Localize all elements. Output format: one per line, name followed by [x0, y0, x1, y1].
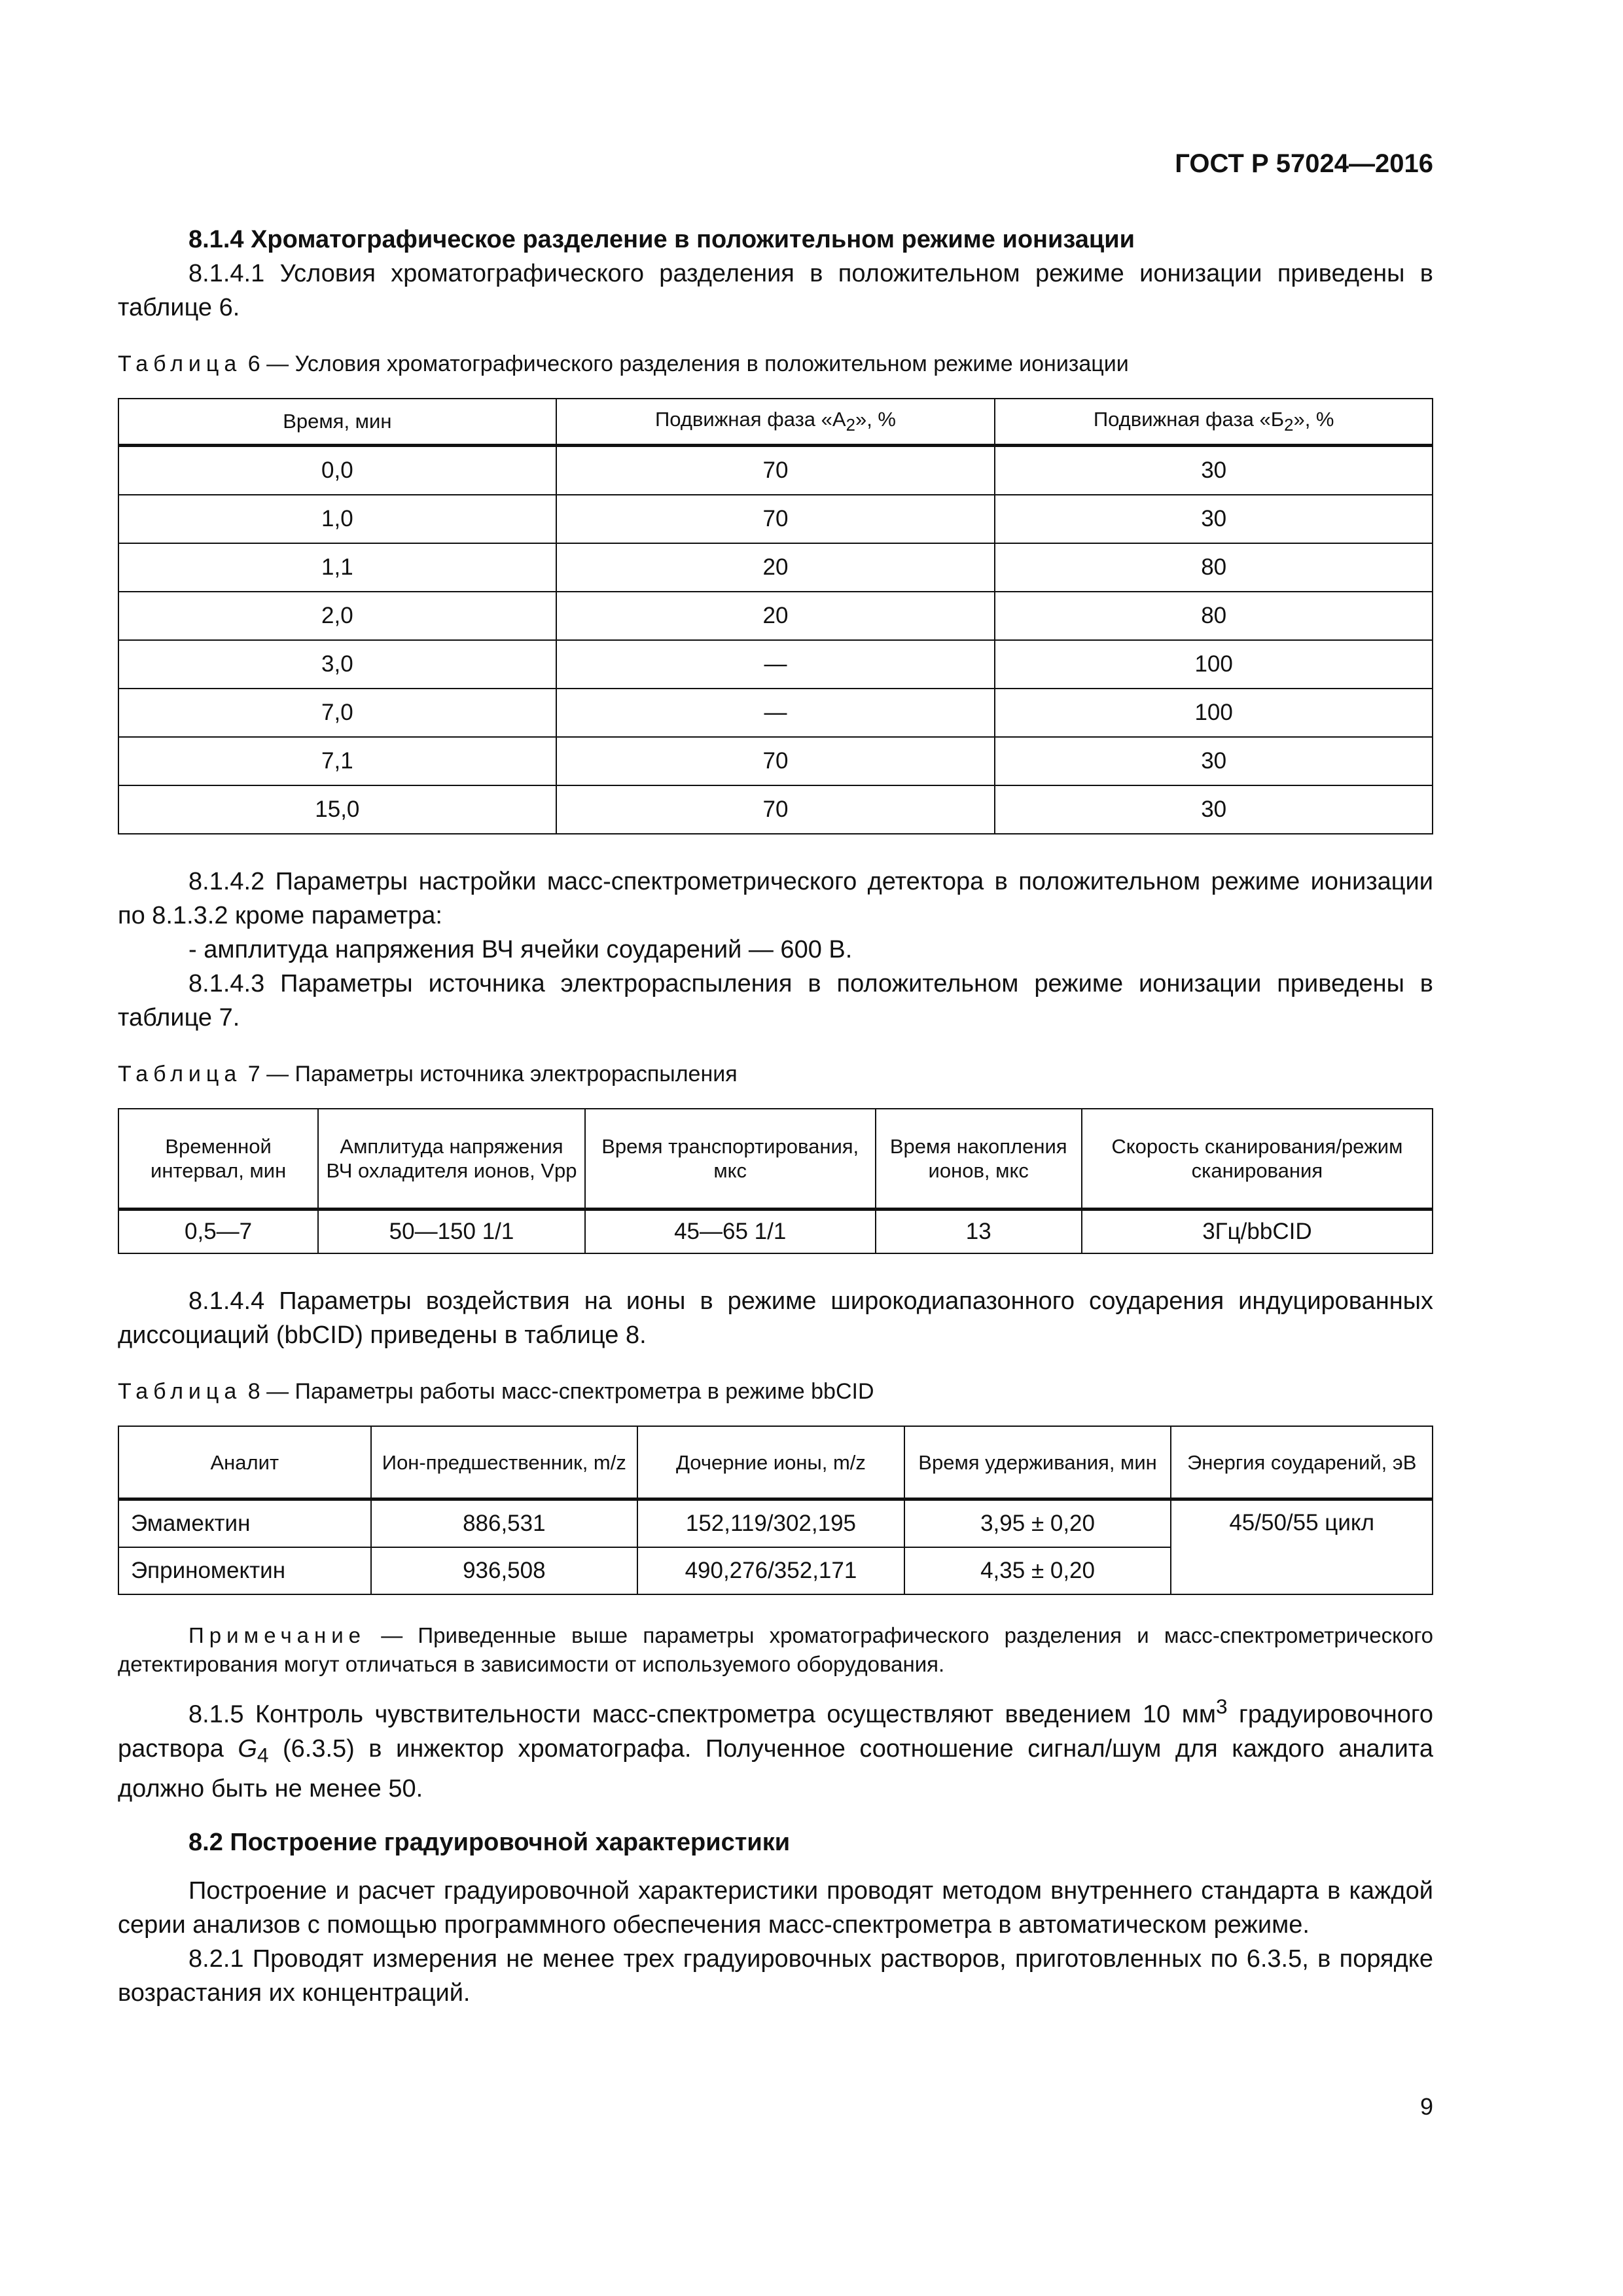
cell: 50—150 1/1: [318, 1210, 585, 1254]
cell: 100: [995, 689, 1433, 737]
cell: 13: [876, 1210, 1082, 1254]
paragraph-8-1-4-3: 8.1.4.3 Параметры источника электрораспыления в положительном режиме ионизации приведены в таблице 7.: [118, 970, 1433, 1031]
cell: 80: [995, 543, 1433, 592]
table-row: [118, 640, 1433, 689]
table-header-row: [118, 1426, 1433, 1499]
cell: 0,5—7: [118, 1210, 318, 1254]
table-header-row: [118, 399, 1433, 446]
cell: 3Гц/bbCID: [1082, 1210, 1433, 1254]
cell: 30: [995, 446, 1433, 495]
table-row: [118, 737, 1433, 785]
paragraph-8-1-4-1: 8.1.4.1 Условия хроматографического разделения в положительном режиме ионизации приведены в таблице 6.: [118, 260, 1433, 321]
cell: 30: [995, 737, 1433, 785]
cell: 1,1: [118, 543, 556, 592]
table-row: [118, 446, 1433, 495]
cell: 7,1: [118, 737, 556, 785]
col-header: Ион-предшественник, m/z: [371, 1426, 638, 1499]
page-body: [118, 0, 1433, 2010]
col-header-time: Время, мин: [118, 399, 556, 446]
paragraph-8-1-4-4: 8.1.4.4 Параметры воздействия на ионы в режиме широкодиапазонного соударения индуцированных диссоциаций (bbCID) приведены в таблице 8.: [118, 1287, 1433, 1349]
table-note: [118, 1621, 1433, 1679]
cell: 30: [995, 495, 1433, 543]
table-label: Таблица: [118, 1062, 242, 1086]
cell: 152,119/302,195: [637, 1499, 904, 1548]
paragraph-8-2-1: 8.2.1 Проводят измерения не менее трех градуировочных растворов, приготовленных по 6.3.5, в порядке возрастания их концентраций.: [118, 1945, 1433, 2007]
cell: 886,531: [371, 1499, 638, 1548]
cell: 15,0: [118, 785, 556, 834]
cell: 20: [556, 592, 995, 640]
cell-energy: 45/50/55 цикл: [1171, 1499, 1433, 1595]
cell: 70: [556, 446, 995, 495]
col-header: Амплитуда напряжения ВЧ охладителя ионов, Vpp: [318, 1109, 585, 1210]
table-row: [118, 785, 1433, 834]
cell: 70: [556, 737, 995, 785]
col-header: Энергия соударений, эВ: [1171, 1426, 1433, 1499]
col-header: Время удерживания, мин: [904, 1426, 1171, 1499]
heading-8-2: 8.2 Построение градуировочной характеристики: [188, 1829, 791, 1857]
cell: 30: [995, 785, 1433, 834]
col-header: Время накопления ионов, мкс: [876, 1109, 1082, 1210]
col-header-phase-a: Подвижная фаза «$А_2$», %: [556, 399, 995, 446]
cell: 70: [556, 495, 995, 543]
table-row: [118, 1499, 1433, 1548]
table-row: [118, 495, 1433, 543]
cell: 7,0: [118, 689, 556, 737]
cell: —: [556, 689, 995, 737]
table8-title: 8 — Параметры работы масс-спектрометра в режиме bbCID: [241, 1379, 874, 1404]
table-7: [118, 1108, 1433, 1254]
table-header-row: [118, 1109, 1433, 1210]
table7-caption: [118, 1060, 1433, 1088]
standard-code: ГОСТ Р 57024—2016: [1175, 149, 1433, 178]
cell: 3,0: [118, 640, 556, 689]
cell: Эмамектин: [118, 1499, 371, 1548]
list-item: - амплитуда напряжения ВЧ ячейки соударений — 600 В.: [188, 936, 853, 963]
paragraph-8-1-4-2: 8.1.4.2 Параметры настройки масс-спектрометрического детектора в положительном режиме ионизации по 8.1.3.2 кроме параметра:: [118, 868, 1433, 929]
table-row: [118, 1210, 1433, 1254]
cell: 70: [556, 785, 995, 834]
cell: 4,35 ± 0,20: [904, 1547, 1171, 1594]
note-label: Примечание: [188, 1623, 366, 1647]
cell: 2,0: [118, 592, 556, 640]
table6-caption: [118, 350, 1433, 378]
cell: 45—65 1/1: [585, 1210, 876, 1254]
table-label: Таблица: [118, 351, 242, 376]
cell: 490,276/352,171: [637, 1547, 904, 1594]
cell: 1,0: [118, 495, 556, 543]
cell: Эприномектин: [118, 1547, 371, 1594]
note-text: — Приведенные выше параметры хроматографического разделения и масс-спектрометрического детектирования могут отличаться в зависимости от используемого оборудования.: [118, 1623, 1433, 1676]
table6-title: 6 — Условия хроматографического разделения в положительном режиме ионизации: [241, 351, 1129, 376]
table-row: [118, 543, 1433, 592]
table8-caption: [118, 1377, 1433, 1406]
page-number: 9: [1419, 2093, 1433, 2120]
heading-8-1-4: 8.1.4 Хроматографическое разделение в положительном режиме ионизации: [188, 226, 1135, 253]
table-8: [118, 1426, 1433, 1595]
col-header: Скорость сканирования/режим сканирования: [1082, 1109, 1433, 1210]
paragraph-8-1-5: 8.1.5 Контроль чувствительности масс-спектрометра осуществляют введением 10 $мм^3$ градуировочного раствора $G_4$ (6.3.5) в инжектор хроматографа. Полученное соотношение сигнал/шум для каждого аналита должно быть не менее 50.: [118, 1695, 1433, 1803]
cell: 3,95 ± 0,20: [904, 1499, 1171, 1548]
cell: 20: [556, 543, 995, 592]
table-6: [118, 398, 1433, 834]
table7-title: 7 — Параметры источника электрораспыления: [241, 1062, 738, 1086]
cell: 0,0: [118, 446, 556, 495]
table-row: [118, 592, 1433, 640]
paragraph-8-2: Построение и расчет градуировочной характеристики проводят методом внутреннего стандарта в каждой серии анализов с помощью программного обеспечения масс-спектрометра в автоматическом режиме.: [118, 1877, 1433, 1939]
cell: 100: [995, 640, 1433, 689]
table-row: [118, 689, 1433, 737]
cell: 80: [995, 592, 1433, 640]
cell: 936,508: [371, 1547, 638, 1594]
table-label: Таблица: [118, 1379, 242, 1404]
col-header: Время транспортирования, мкс: [585, 1109, 876, 1210]
col-header-phase-b: Подвижная фаза «$Б_2$», %: [995, 399, 1433, 446]
cell: —: [556, 640, 995, 689]
col-header: Дочерние ионы, m/z: [637, 1426, 904, 1499]
col-header: Временной интервал, мин: [118, 1109, 318, 1210]
col-header: Аналит: [118, 1426, 371, 1499]
